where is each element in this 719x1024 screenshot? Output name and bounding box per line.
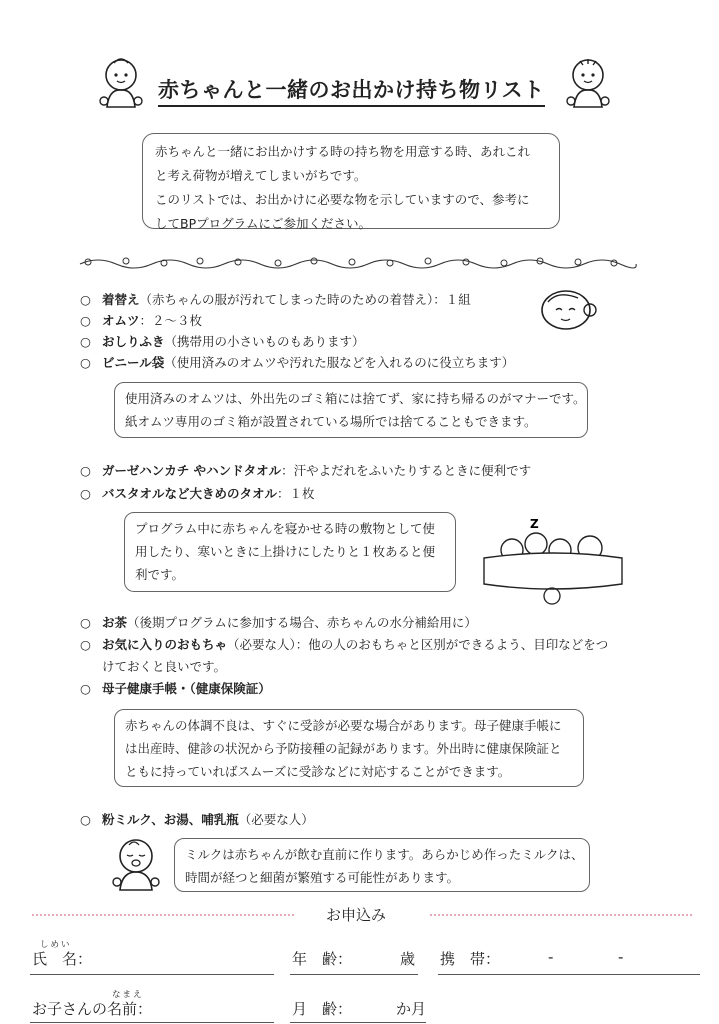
item-desc: （赤ちゃんの服が汚れてしまった時のための着替え）：１組 [139, 292, 471, 307]
baby-left-icon [98, 55, 144, 111]
month-age-unit: か月 [396, 1000, 427, 1018]
intro-line: 赤ちゃんと一緒にお出かけする時の持ち物を用意する時、あれこれ [155, 144, 531, 159]
item-desc: （後期プログラムに参加する場合、赤ちゃんの水分補給用に） [127, 615, 477, 630]
note-box-omutsu [114, 382, 588, 438]
baby-right-icon [565, 55, 611, 111]
item-name: ビニール袋 [102, 355, 165, 370]
mobile-separator: - [618, 948, 624, 966]
bullet-circle: ○ [80, 681, 91, 696]
note-line: ともに持っていればスムーズに受診などに対応することができます。 [125, 764, 511, 779]
list-item [80, 613, 477, 633]
bullet-circle: ○ [80, 355, 91, 370]
age-label: 年 齢： [292, 950, 353, 968]
item-name: バスタオルなど大きめのタオル [102, 486, 278, 501]
crying-baby-icon [110, 836, 162, 892]
list-item [80, 461, 531, 481]
age-field[interactable] [290, 974, 418, 975]
sleeping-babies-icon [478, 514, 628, 610]
item-name: 着替え [102, 292, 140, 307]
item-name: オムツ [102, 313, 140, 328]
item-name: お気に入りのおもちゃ [102, 637, 228, 652]
mobile-separator: - [548, 948, 554, 966]
note-line: 利です。 [135, 567, 185, 582]
note-line: プログラム中に赤ちゃんを寝かせる時の敷物として使 [135, 521, 435, 536]
item-name: 粉ミルク、お湯、哺乳瓶 [102, 812, 239, 827]
item-name: ガーゼハンカチ やハンドタオル [102, 463, 282, 478]
item-name: おしりふき [102, 334, 165, 349]
item-name: 母子健康手帳・（健康保険証） [102, 681, 271, 696]
flower-vine-divider [78, 252, 638, 274]
name-label: 氏 名： [32, 950, 93, 968]
item-desc: ：２～３枚 [139, 313, 203, 328]
child-name-ruby: なまえ [112, 990, 144, 1000]
note-line: 時間が経つと細菌が繁殖する可能性があります。 [185, 870, 460, 885]
note-box-milk [174, 838, 590, 892]
name-field[interactable] [30, 974, 274, 975]
item-desc: ：１枚 [277, 486, 315, 501]
bullet-circle: ○ [80, 486, 91, 501]
bullet-circle: ○ [80, 615, 91, 630]
item-desc: （携帯用の小さいものもあります） [164, 334, 365, 349]
note-line: 使用済みのオムツは、外出先のゴミ箱には捨てず、家に持ち帰るのがマナーです。 [125, 391, 586, 406]
name-ruby: しめい [40, 940, 72, 950]
note-line: 紙オムツ専用のゴミ箱が設置されている場所では捨てることもできます。 [125, 414, 537, 429]
child-name-field[interactable] [30, 1022, 274, 1023]
intro-line: と考え荷物が増えてしまいがちです。 [155, 168, 367, 183]
child-name-label: お子さんの名前： [32, 1000, 153, 1018]
list-item [80, 353, 514, 373]
note-line: ミルクは赤ちゃんが飲む直前に作ります。あらかじめ作ったミルクは、 [185, 847, 584, 862]
bullet-circle: ○ [80, 334, 91, 349]
intro-box [142, 133, 560, 229]
list-item [80, 484, 315, 504]
mobile-field[interactable] [438, 974, 700, 975]
svg-text:Z: Z [530, 517, 539, 531]
list-item [80, 810, 314, 830]
item-name: お茶 [102, 615, 128, 630]
list-item [80, 332, 365, 352]
note-line: は出産時、健診の状況から予防接種の記録があります。外出時に健康保険証と [125, 741, 562, 756]
bullet-circle: ○ [80, 812, 91, 827]
item-desc: （必要な人） [238, 812, 314, 827]
month-age-label: 月 齢： [292, 1000, 353, 1018]
mobile-label: 携 帯： [440, 950, 501, 968]
item-desc: （使用済みのオムツや汚れた服などを入れるのに役立ちます） [164, 355, 515, 370]
list-item [80, 635, 608, 655]
form-header: お申込み [326, 906, 387, 924]
list-item-continued: けておくと良いです。 [102, 659, 227, 674]
intro-line: このリストでは、お出かけに必要な物を示していますので、参考に [155, 192, 530, 207]
age-unit: 歳 [400, 950, 416, 968]
note-box-towel [124, 512, 456, 592]
item-desc: ：汗やよだれをふいたりするときに便利です [281, 463, 532, 478]
bullet-circle: ○ [80, 463, 91, 478]
list-item [80, 311, 202, 331]
note-line: 赤ちゃんの体調不良は、すぐに受診が必要な場合があります。母子健康手帳に [125, 718, 562, 733]
bullet-circle: ○ [80, 292, 91, 307]
intro-line: してBPプログラムにご参加ください。 [155, 216, 371, 231]
month-age-field[interactable] [290, 1022, 426, 1023]
note-box-techo [114, 709, 584, 787]
note-line: 用したり、寒いときに上掛けにしたりと１枚あると便 [135, 544, 436, 559]
list-item [80, 290, 471, 310]
bullet-circle: ○ [80, 313, 91, 328]
dotted-divider-right [430, 914, 692, 916]
bullet-circle: ○ [80, 637, 91, 652]
item-desc: （必要な人）：他の人のおもちゃと区別ができるよう、目印などをつ [227, 637, 609, 652]
baby-face-icon [536, 288, 600, 332]
page-title: 赤ちゃんと一緒のお出かけ持ち物リスト [158, 74, 545, 107]
dotted-divider-left [32, 914, 294, 916]
list-item [80, 679, 271, 699]
